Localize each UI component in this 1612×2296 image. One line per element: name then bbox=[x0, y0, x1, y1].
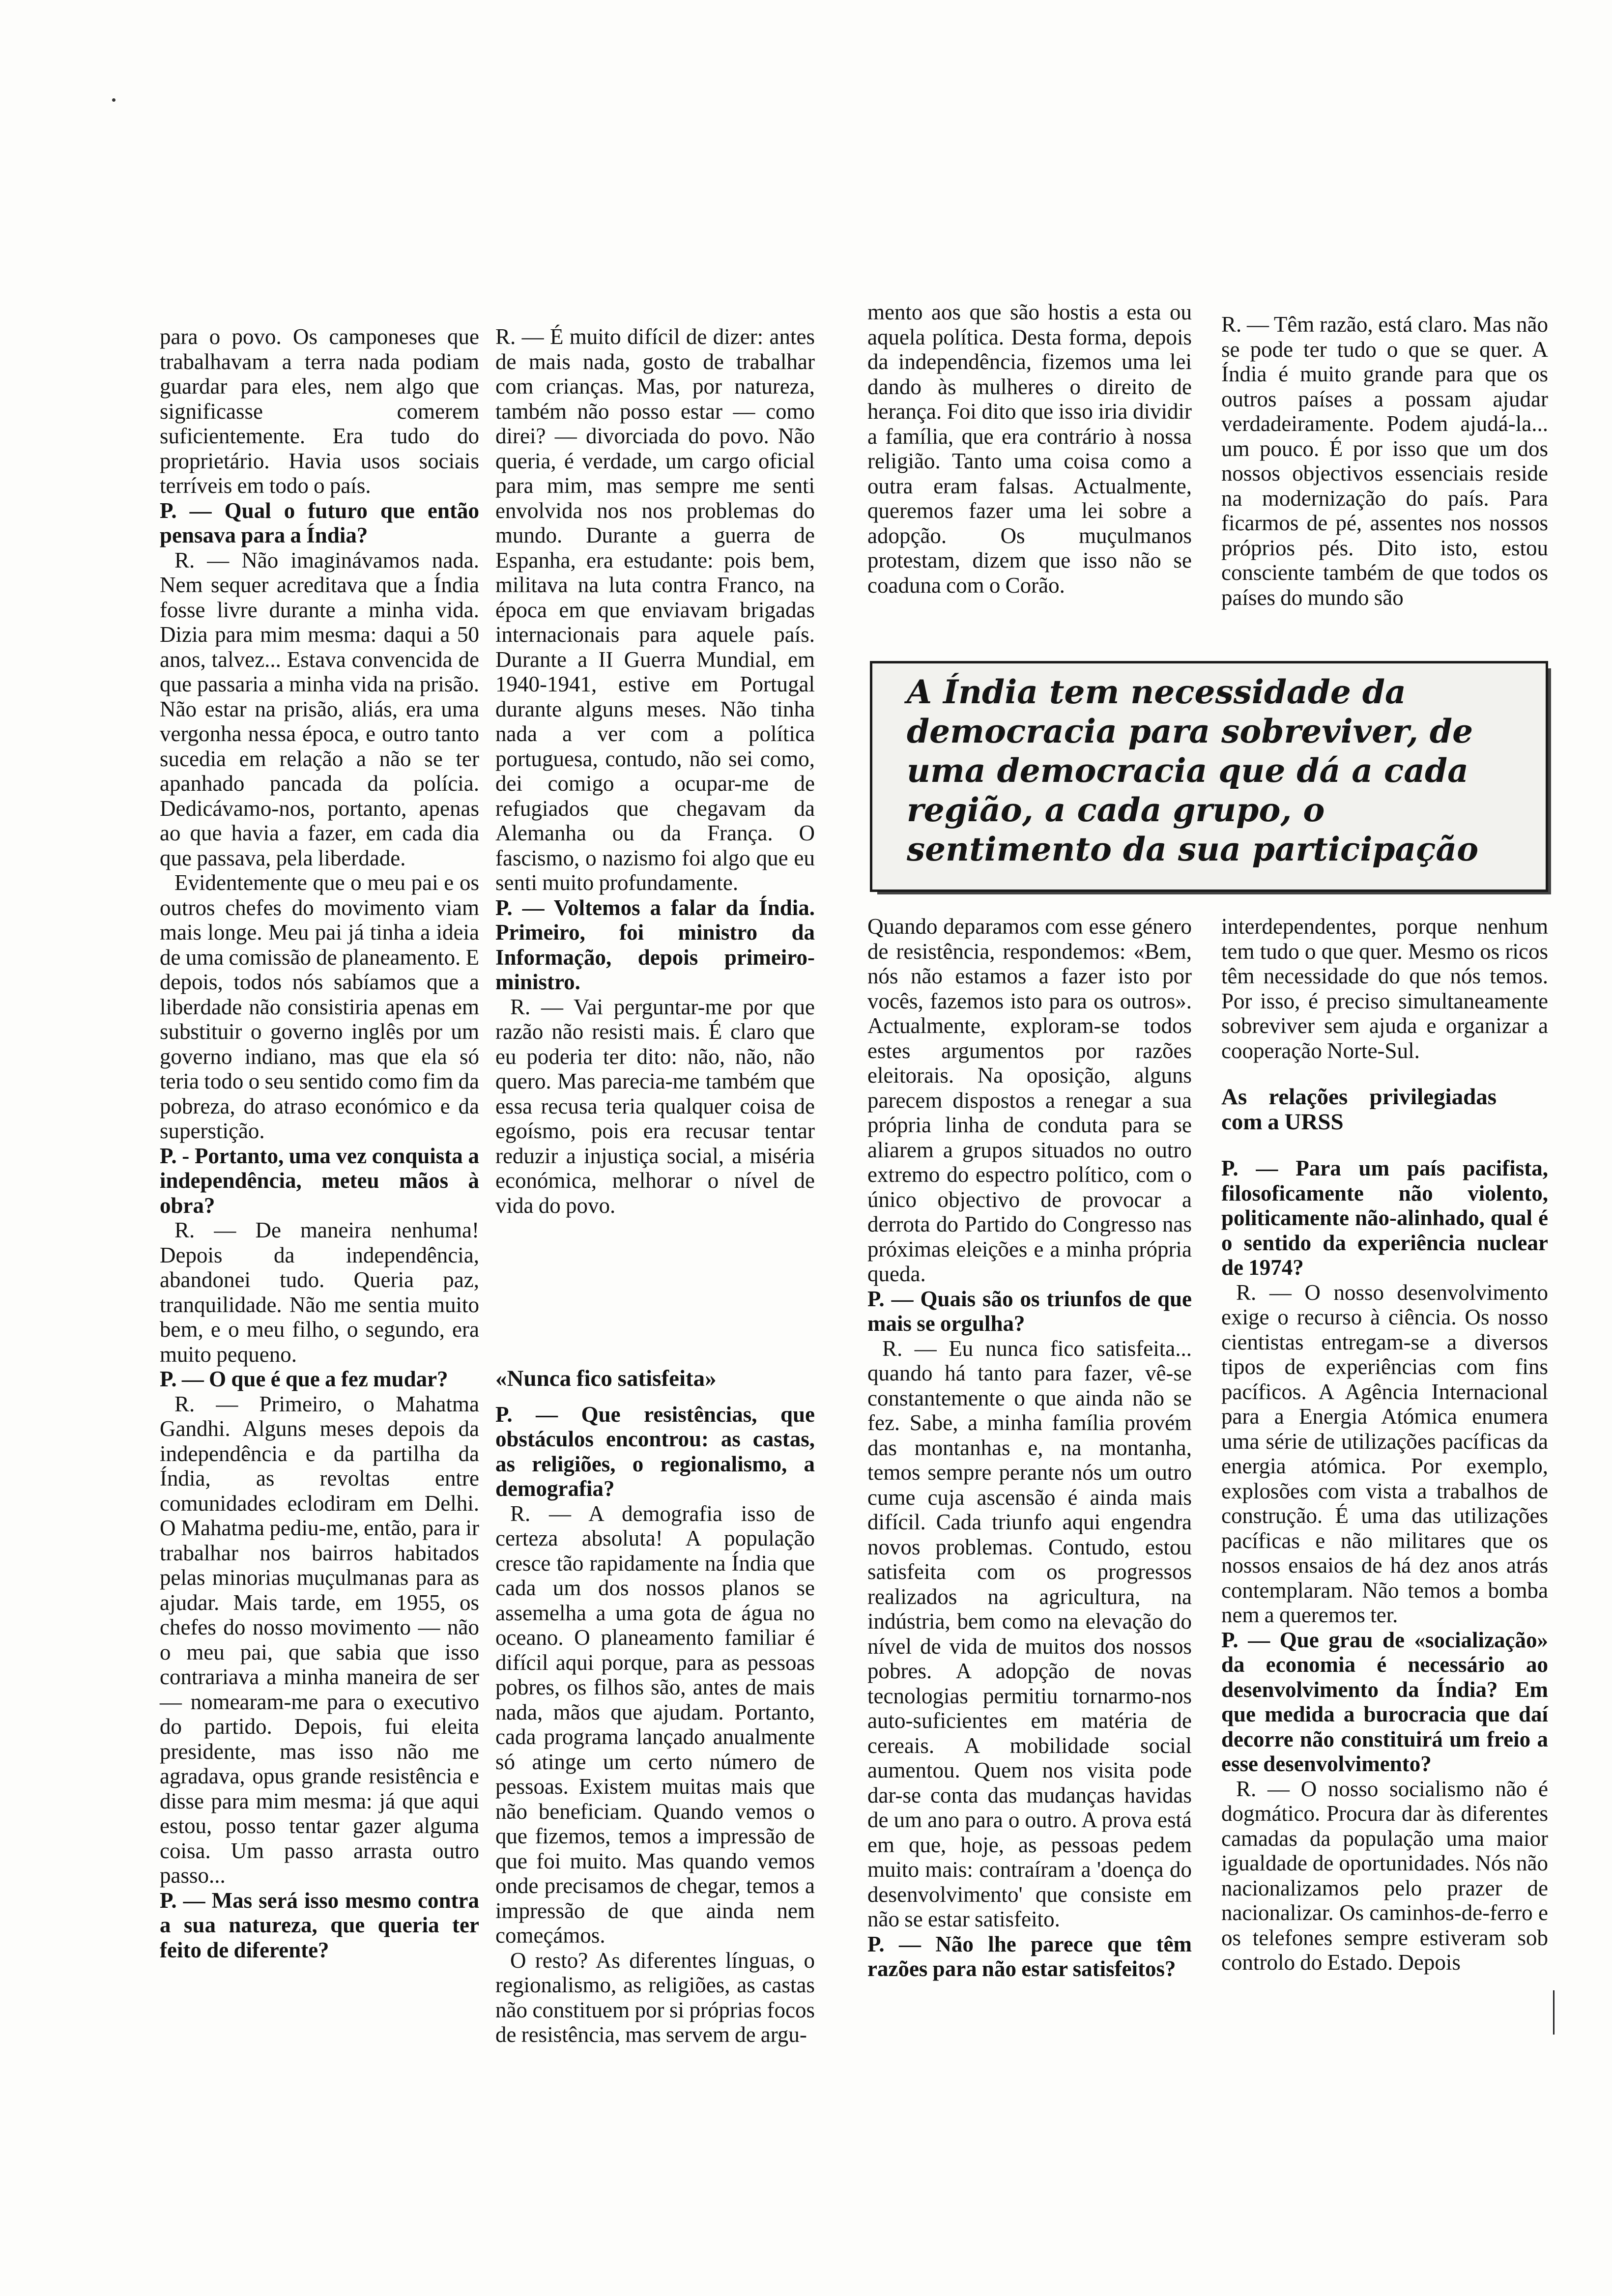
column-4-top bbox=[1221, 312, 1548, 610]
answer-paragraph: R. — Vai perguntar-me por que razão não resisti mais. É claro que eu poderia ter dito: não, não, não quero. Mas parecia-me também que essa recusa teria qualquer coisa de egoísmo, pois era recusar tentar reduzir a injustiça social, a miséria económica, melhorar o nível de vida do povo. bbox=[495, 994, 815, 1218]
answer-paragraph: R. — O nosso desenvolvimento exige o recurso à ciência. Os nosso cientistas entregam-se a diversos tipos de experiências com fins pacíficos. A Agência Internacional para a Energia Atómica enumera uma série de utilizações pacíficas da energia atómica. Por exemplo, explosões com vista a trabalhos de construção. É uma das utilizações pacíficas e não militares que os nossos ensaios de há dez anos atrás contemplaram. Não temos a bomba nem a queremos ter. bbox=[1221, 1280, 1548, 1627]
column-3-top bbox=[867, 300, 1192, 598]
margin-mark bbox=[1553, 1990, 1554, 2035]
column-1 bbox=[160, 324, 479, 1962]
question-paragraph: P. — Mas será isso mesmo contra a sua natureza, que queria ter feito de diferente? bbox=[160, 1888, 479, 1962]
answer-paragraph: R. — É muito difícil de dizer: antes de mais nada, gosto de trabalhar com crianças. Mas, por natureza, também não posso estar — como direi? — divorciada do povo. Não queria, é verdade, um cargo oficial para mim, mas sempre me senti envolvida nos nos problemas do mundo. Durante a guerra de Espanha, era estudante: pois bem, militava na luta contra Franco, na época em que enviavam brigadas internacionais para aquele país. Durante a II Guerra Mundial, em 1940-1941, estive em Portugal durante alguns meses. Não tinha nada a ver com a política portuguesa, contudo, não sei como, dei comigo a ocupar-me de refugiados que chegavam da Alemanha ou da França. O fascismo, o nazismo foi algo que eu senti muito profundamente. bbox=[495, 324, 815, 895]
answer-paragraph: R. — A demografia isso de certeza absoluta! A população cresce tão rapidamente na Índia que cada um dos nossos planos se assemelha a uma gota de água no oceano. O planeamento familiar é difícil aqui porque, para as pessoas pobres, os filhos são, antes de mais nada, mãos que ajudam. Portanto, cada programa lançado anualmente só atinge um certo número de pessoas. Existem muitas mais que não beneficiam. Quando vemos o que fizemos, temos a impressão de que foi muito. Mas quando vemos onde precisamos de chegar, temos a impressão de que ainda nem começámos. bbox=[495, 1501, 815, 1948]
pullquote-box bbox=[870, 661, 1548, 892]
column-2 bbox=[495, 324, 815, 1218]
column-3 bbox=[867, 914, 1192, 1981]
answer-paragraph: R. — De maneira nenhuma! Depois da independência, abandonei tudo. Queria paz, tranquilidade. Não me sentia muito bem, e o meu filho, o segundo, era muito pequeno. bbox=[160, 1218, 479, 1367]
question-paragraph: P. - Portanto, uma vez conquista a independência, meteu mãos à obra? bbox=[160, 1143, 479, 1218]
answer-paragraph: mento aos que são hostis a esta ou aquela política. Desta forma, depois da independência, fizemos uma lei dando às mulheres o direito de herança. Foi dito que isso iria dividir a família, que era contrário à nossa religião. Tanto uma coisa como a outra eram falsas. Actualmente, queremos fazer uma lei sobre a adopção. Os muçulmanos protestam, dizem que isso não se coaduna com o Corão. bbox=[867, 300, 1192, 598]
question-paragraph: P. — Não lhe parece que têm razões para não estar satisfeitos? bbox=[867, 1931, 1192, 1981]
pullquote-text: A Índia tem necessidade da democracia para sobreviver, de uma democracia que dá a cada região, a cada grupo, o sentimento da sua participação bbox=[907, 673, 1479, 868]
answer-paragraph: R. — O nosso socialismo não é dogmático. Procura dar às diferentes camadas da população uma maior igualdade de oportunidades. Nós não nacionalizamos pelo prazer de nacionalizar. Os caminhos-de-ferro e os telefones sempre estiveram sob controlo do Estado. Depois bbox=[1221, 1776, 1548, 1975]
answer-paragraph: R. — Primeiro, o Mahatma Gandhi. Alguns meses depois da independência e da partilha da Índia, as revoltas entre comunidades eclodiram em Delhi. O Mahatma pediu-me, então, para ir trabalhar nos bairros habitados pelas minorias muçulmanas para as ajudar. Mais tarde, em 1955, os chefes do nosso movimento — não o meu pai, que sabia que isso contrariava a minha maneira de ser — nomearam-me para o executivo do partido. Depois, fui eleita presidente, mas isso não me agradava, opus grande resistência e disse para mim mesma: já que aqui estou, posso tentar gazer alguma coisa. Um passo arrasta outro passo... bbox=[160, 1391, 479, 1888]
print-speck bbox=[112, 98, 115, 102]
answer-paragraph: R. — Eu nunca fico satisfeita... quando há tanto para fazer, vê-se constantemente o que ainda não se fez. Sabe, a minha família provém das montanhas e, na montanha, temos sempre perante nós um outro cume cuja ascensão é ainda mais difícil. Cada triunfo aqui engendra novos problemas. Contudo, estou satisfeita com os progressos realizados na agricultura, na indústria, bem como na elevação do nível de vida de muitos dos nossos pobres. A adopção de novas tecnologias permitiu tornarmo-nos auto-suficientes em matéria de cereais. A mobilidade social aumentou. Quem nos visita pode dar-se conta das mudanças havidas de um ano para o outro. A prova está em que, hoje, as pessoas pedem muito mais: contraíram a 'doença do desenvolvimento' que consiste em não se estar satisfeito. bbox=[867, 1336, 1192, 1931]
question-paragraph: P. — Que grau de «socialização» da economia é necessário ao desenvolvimento da Índia? Em que medida a burocracia que daí decorre não constituirá um freio a esse desenvolvimento? bbox=[1221, 1627, 1548, 1776]
question-paragraph: P. — Que resistências, que obstáculos encontrou: as castas, as religiões, o regionalismo, a demografia? bbox=[495, 1402, 815, 1501]
column-2-interview bbox=[495, 1402, 815, 2047]
question-paragraph: P. — Quais são os triunfos de que mais se orgulha? bbox=[867, 1286, 1192, 1336]
subheading-relacoes-urss: As relações privilegiadas com a URSS bbox=[1221, 1084, 1497, 1135]
column-4 bbox=[1221, 914, 1548, 1975]
answer-paragraph: Evidentemente que o meu pai e os outros chefes do movimento viam mais longe. Meu pai já tinha a ideia de uma comissão de planeamento. E depois, todos nós sabíamos que a liberdade não consistiria apenas em substituir o governo inglês por um governo indiano, mas que ela só teria todo o seu sentido como fim da pobreza, do atraso económico e da superstição. bbox=[160, 870, 479, 1143]
question-paragraph: P. — Para um país pacifista, filosoficamente não violento, politicamente não-alinhado, qual é o sentido da experiência nuclear de 1974? bbox=[1221, 1156, 1548, 1280]
answer-paragraph: O resto? As diferentes línguas, o regionalismo, as religiões, as castas não constituem por si próprias focos de resistência, mas servem de argu- bbox=[495, 1948, 815, 2047]
answer-paragraph: para o povo. Os camponeses que trabalhavam a terra nada podiam guardar para eles, nem algo que significasse comerem suficientemente. Era tudo do proprietário. Havia usos sociais terríveis em todo o país. bbox=[160, 324, 479, 498]
question-paragraph: P. — Voltemos a falar da Índia. Primeiro, foi ministro da Informação, depois primeiro-ministro. bbox=[495, 895, 815, 994]
answer-paragraph: interdependentes, porque nenhum tem tudo o que quer. Mesmo os ricos têm necessidade do que nós temos. Por isso, é preciso simultaneamente sobreviver sem ajuda e organizar a cooperação Norte-Sul. bbox=[1221, 914, 1548, 1063]
subheading-nunca-fico-satisfeita: «Nunca fico satisfeita» bbox=[495, 1366, 717, 1391]
answer-paragraph: R. — Não imaginávamos nada. Nem sequer acreditava que a Índia fosse livre durante a minha vida. Dizia para mim mesma: daqui a 50 anos, talvez... Estava convencida de que passaria a minha vida na prisão. Não estar na prisão, aliás, era uma vergonha nessa época, e outro tanto sucedia em relação a não se ter apanhado pancada da polícia. Dedicávamo-nos, portanto, apenas ao que havia a fazer, em cada dia que passava, pela liberdade. bbox=[160, 547, 479, 870]
question-paragraph: P. — O que é que a fez mudar? bbox=[160, 1367, 448, 1391]
question-paragraph: P. — Qual o futuro que então pensava para a Índia? bbox=[160, 498, 479, 547]
column-2-lower bbox=[495, 1366, 815, 2047]
answer-paragraph: R. — Têm razão, está claro. Mas não se pode ter tudo o que se quer. A Índia é muito grande para que os outros países a possam ajudar verdadeiramente. Podem ajudá-la... um pouco. É por isso que um dos nossos objectivos essenciais reside na modernização do país. Para ficarmos de pé, assentes nos nossos próprios pés. Dito isto, estou consciente também de que todos os países do mundo são bbox=[1221, 312, 1548, 610]
answer-paragraph: Quando deparamos com esse género de resistência, respondemos: «Bem, nós não estamos a fazer isto por vocês, fazemos isto para os outros». Actualmente, exploram-se todos estes argumentos por razões eleitorais. Na oposição, alguns parecem dispostos a renegar a sua própria linha de conduta para se aliarem a grupos situados no outro extremo do espectro político, com o único objectivo de provocar a derrota do Partido do Congresso nas próximas eleições e a minha própria queda. bbox=[867, 914, 1192, 1286]
